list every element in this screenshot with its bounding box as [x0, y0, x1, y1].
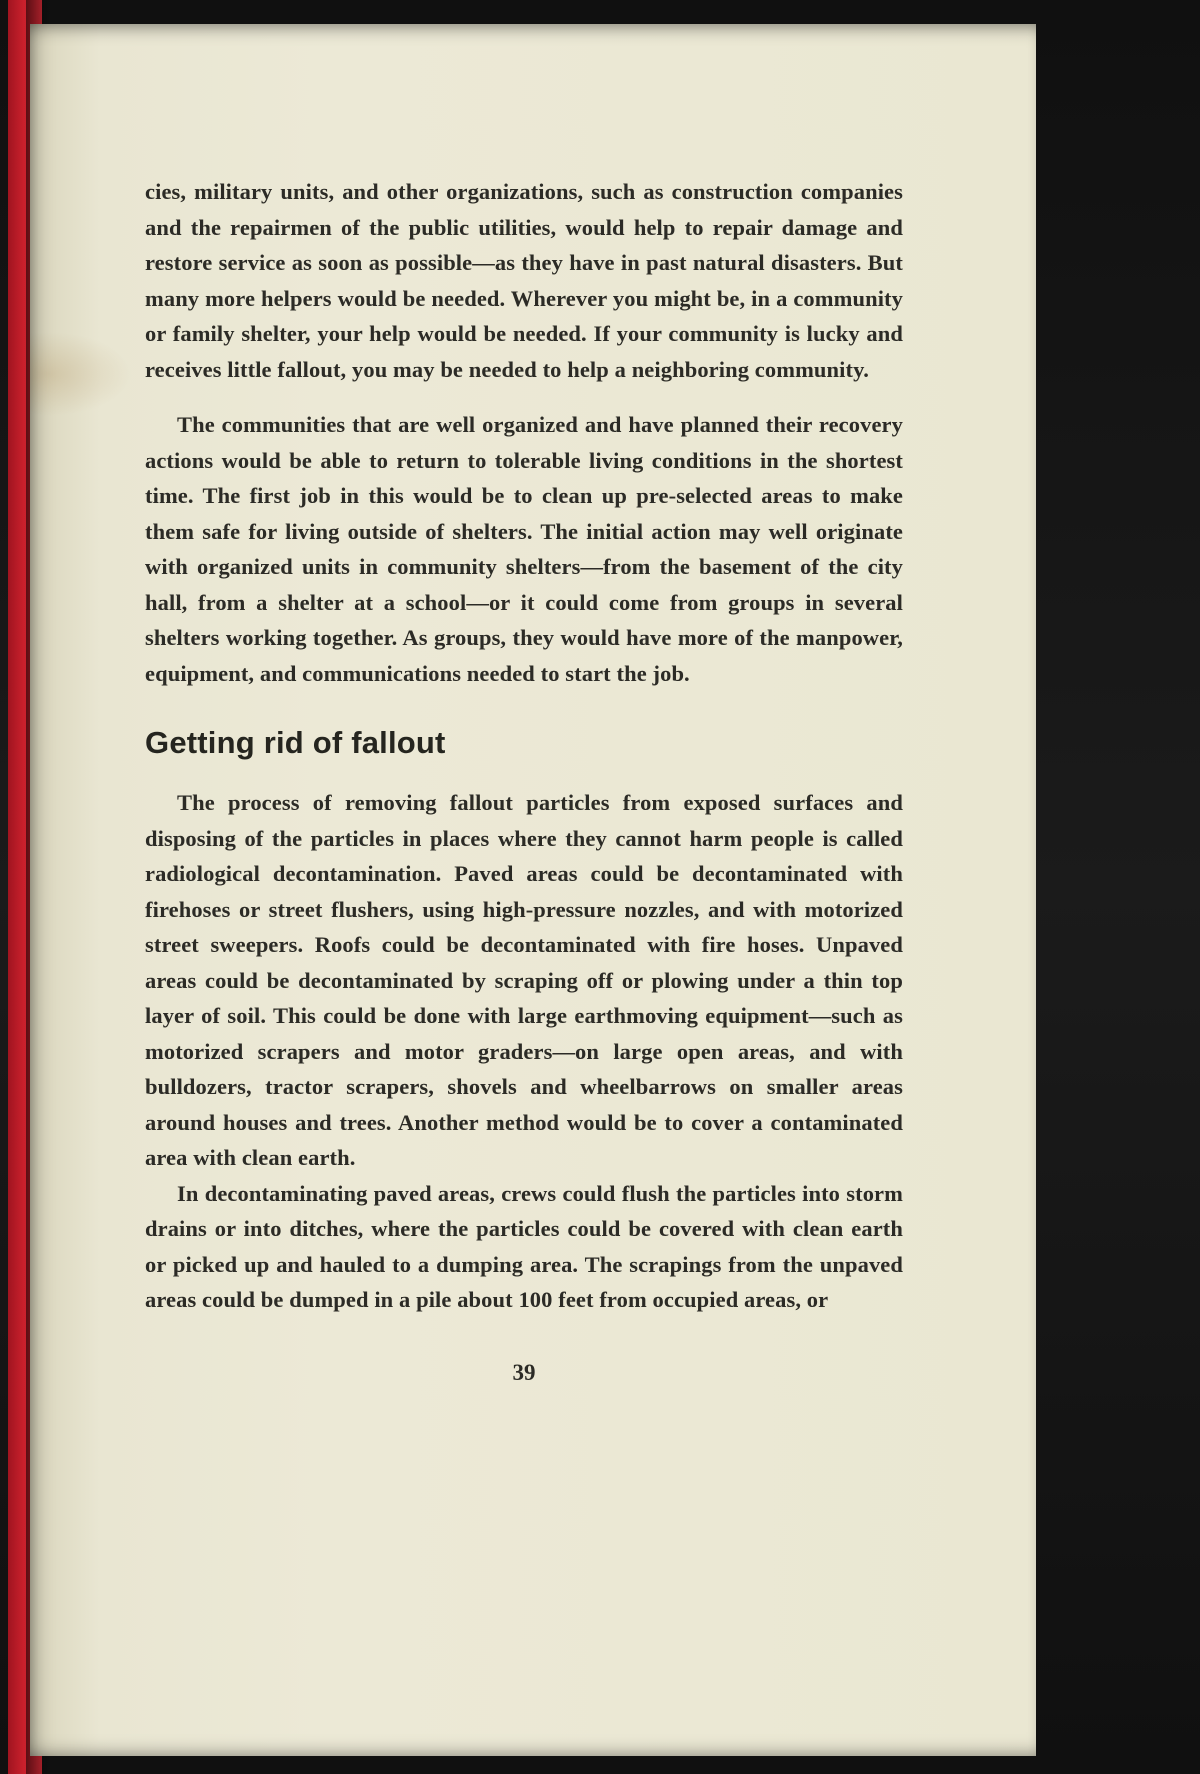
- section-heading: Getting rid of fallout: [145, 725, 446, 760]
- page-number: 39: [512, 1359, 536, 1385]
- paragraph-paved-areas: In decontaminating paved areas, crews could flush the particles into storm drains or into ditches, where the particles could be covered with clean earth or picked up and hauled to a dumping area. The scrapings from the unpaved areas could be dumped in a pile about 100 feet from occupied areas, or: [145, 1180, 903, 1312]
- paragraph-communities: The communities that are well organized and have planned their recovery actions would be able to return to tolerable living conditions in the shortest time. The first job in this would be to clean up pre-selected areas to make them safe for living outside of shelters. The initial action may well originate with organized units in community shelters—from the basement of the city hall, from a shelter at a school—or it could come from groups in several shelters working together. As groups, they would have more of the manpower, equipment, and communications needed to start the job.: [145, 412, 903, 686]
- paragraph-continued: cies, military units, and other organizations, such as construction companies and the repairmen of the public utilities, would help to repair damage and restore service as soon as possible—as they have in past natural disasters. But many more helpers would be needed. Wherever you might be, in a community or family shelter, your help would be needed. If your community is lucky and receives little fallout, you may be needed to help a neighboring community.: [145, 179, 903, 382]
- paragraph-decontamination: The process of removing fallout particles from exposed surfaces and disposing of the particles in places where they cannot harm people is called radiological decontamination. Paved areas could be decontaminated with firehoses or street flushers, using high-pressure nozzles, and with motorized street sweepers. Roofs could be decontaminated with fire hoses. Unpaved areas could be decontaminated by scraping off or plowing under a thin top layer of soil. This could be done with large earthmoving equipment—such as motorized scrapers and motor graders—on large open areas, and with bulldozers, tractor scrapers, shovels and wheelbarrows on smaller areas around houses and trees. Another method would be to cover a contaminated area with clean earth.: [145, 790, 903, 1170]
- text-block: [145, 174, 903, 1386]
- document-page: [30, 24, 1036, 1756]
